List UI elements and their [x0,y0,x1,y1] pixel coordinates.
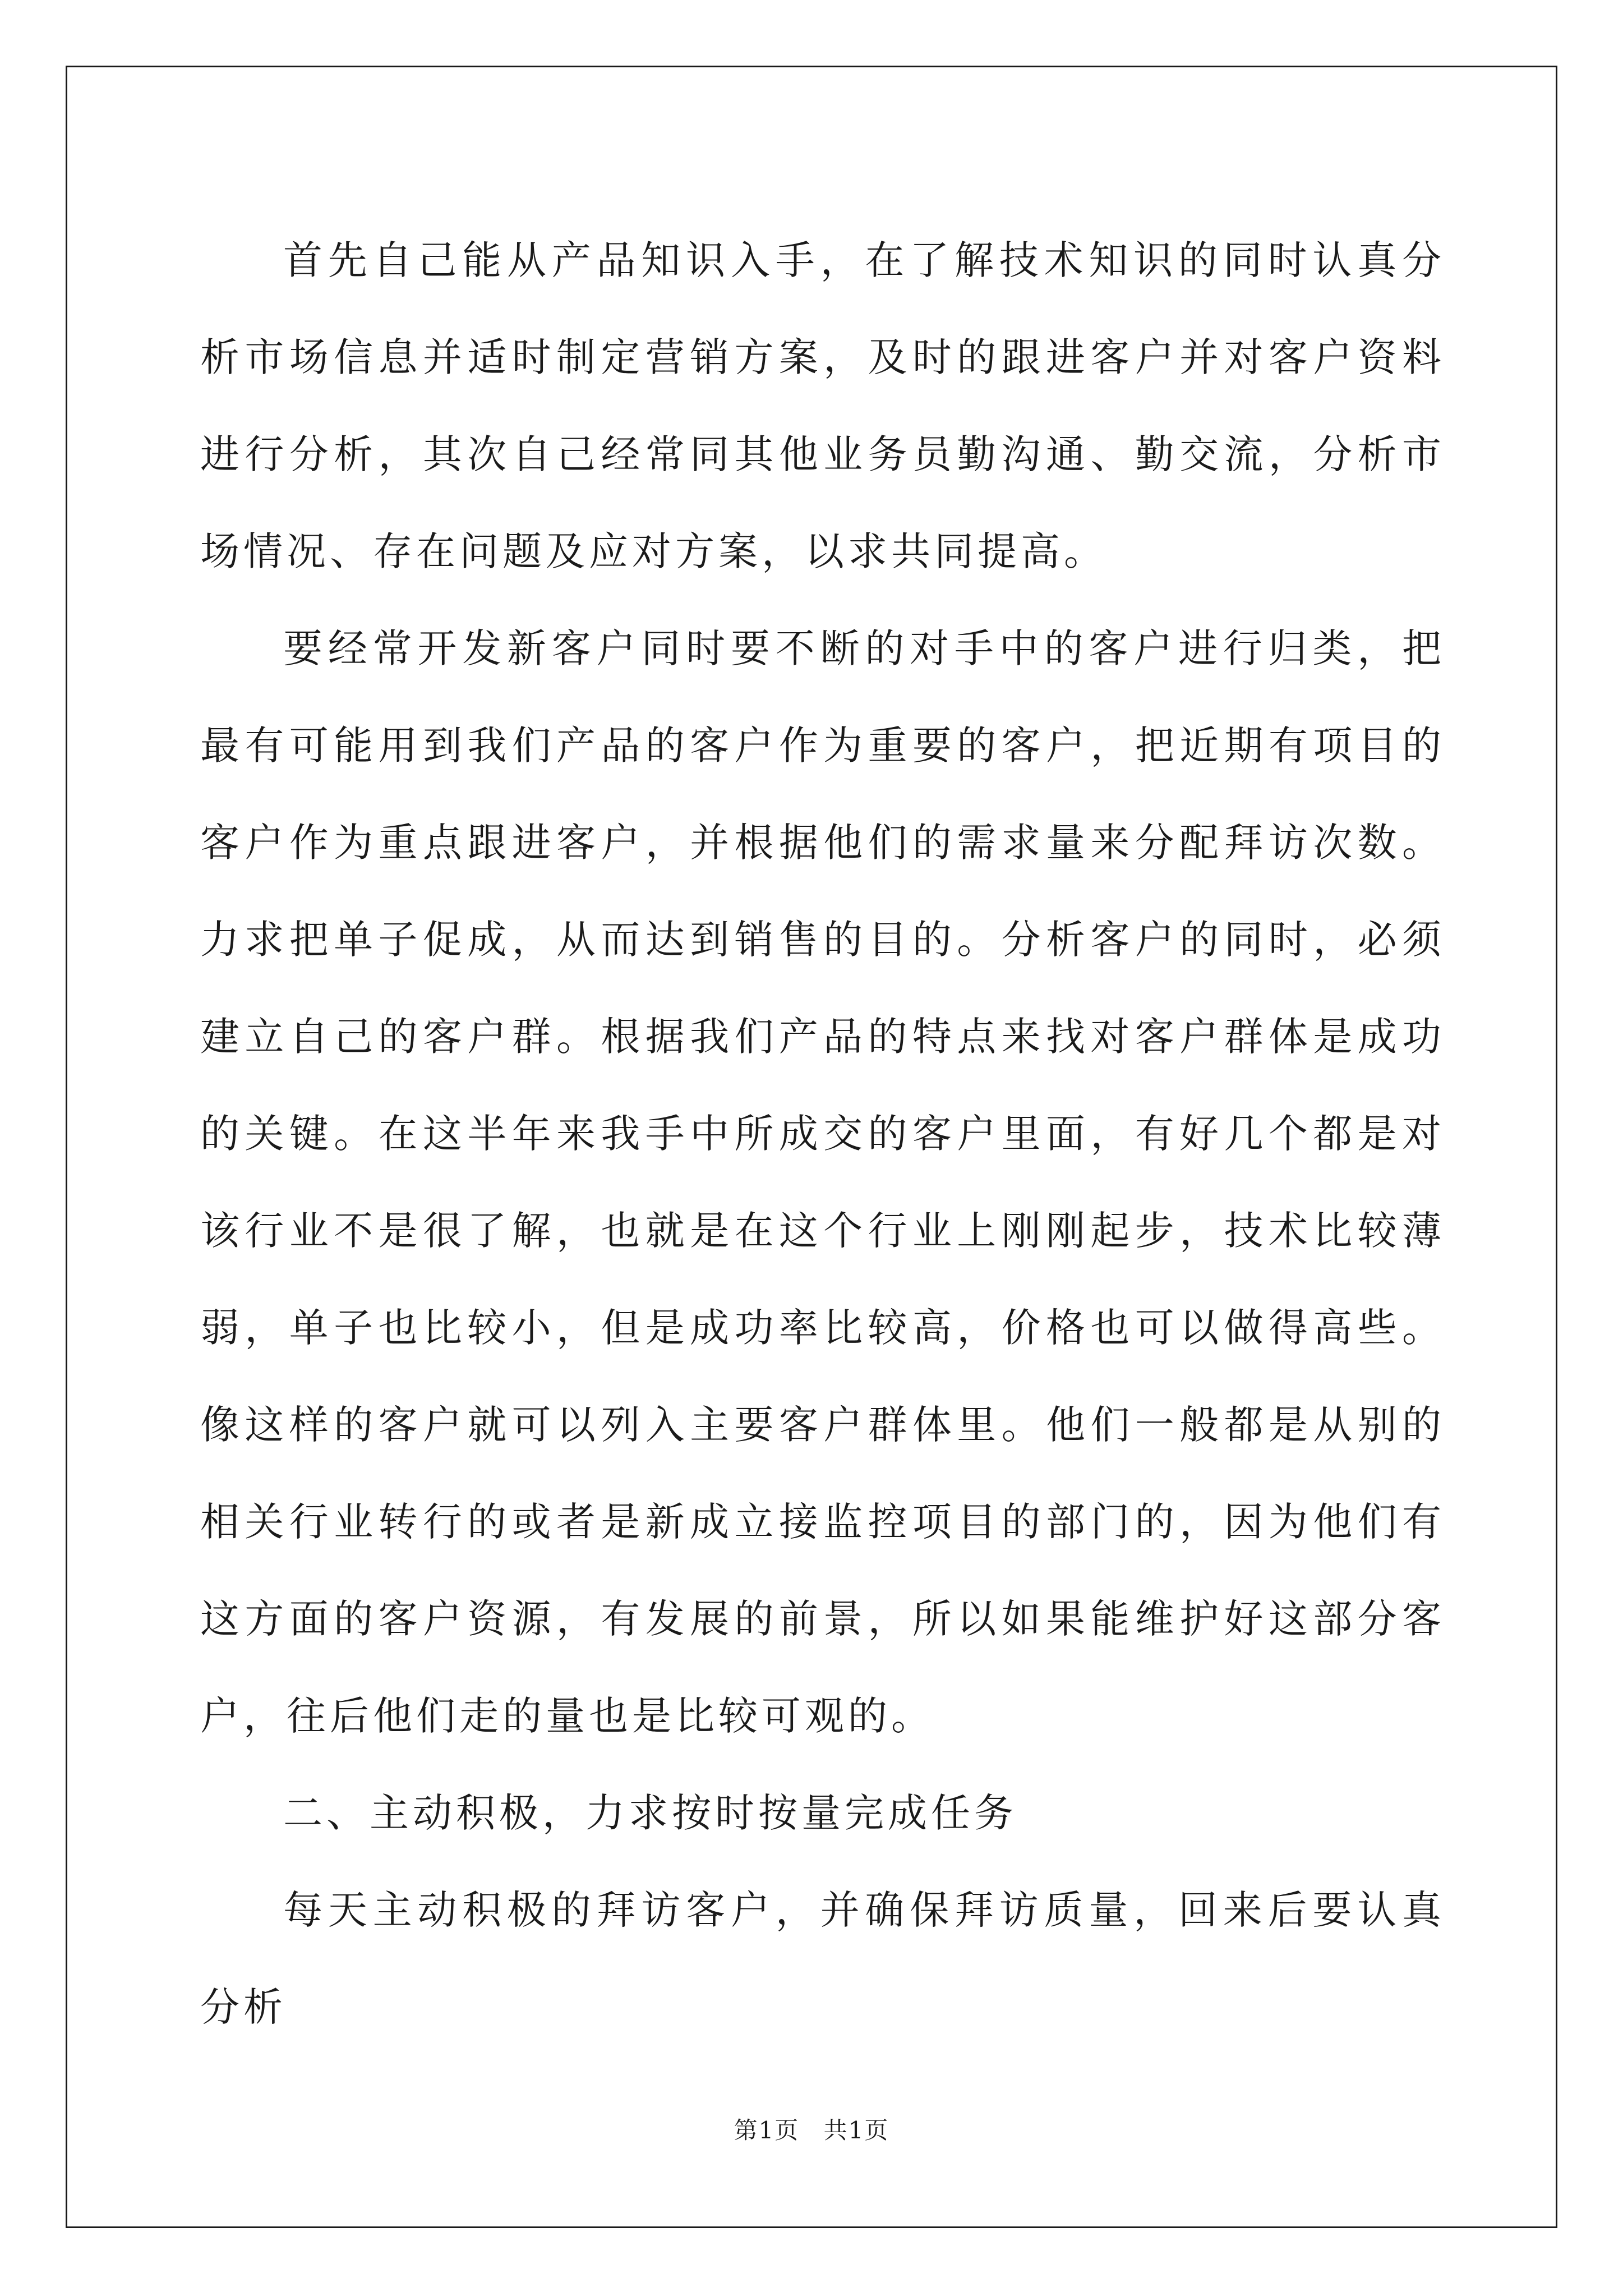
paragraph-1: 首先自己能从产品知识入手，在了解技术知识的同时认真分析市场信息并适时制定营销方案，及时的跟进客户并对客户资料进行分析，其次自己经常同其他业务员勤沟通、勤交流，分析市场情况、存在问题及应对方案，以求共同提高。 [200,237,1445,574]
page-number: 第1页 [734,2116,800,2144]
page-total: 共1页 [823,2116,889,2144]
page-footer [0,2112,1623,2146]
section-heading: 二、主动积极，力求按时按量完成任务 [283,1790,1017,1836]
paragraph-3: 每天主动积极的拜访客户，并确保拜访质量，回来后要认真分析 [200,1887,1445,2030]
paragraph-2: 要经常开发新客户同时要不断的对手中的客户进行归类，把最有可能用到我们产品的客户作为重要的客户，把近期有项目的客户作为重点跟进客户，并根据他们的需求量来分配拜访次数。力求把单子促成，从而达到销售的目的。分析客户的同时，必须建立自己的客户群。根据我们产品的特点来找对客户群体是成功的关键。在这半年来我手中所成交的客户里面，有好几个都是对该行业不是很了解，也就是在这个行业上刚刚起步，技术比较薄弱，单子也比较小，但是成功率比较高，价格也可以做得高些。像这样的客户就可以列入主要客户群体里。他们一般都是从别的相关行业转行的或者是新成立接监控项目的部门的，因为他们有这方面的客户资源，有发展的前景，所以如果能维护好这部分客户，往后他们走的量也是比较可观的。 [200,625,1445,1739]
document-body [200,212,1445,2056]
